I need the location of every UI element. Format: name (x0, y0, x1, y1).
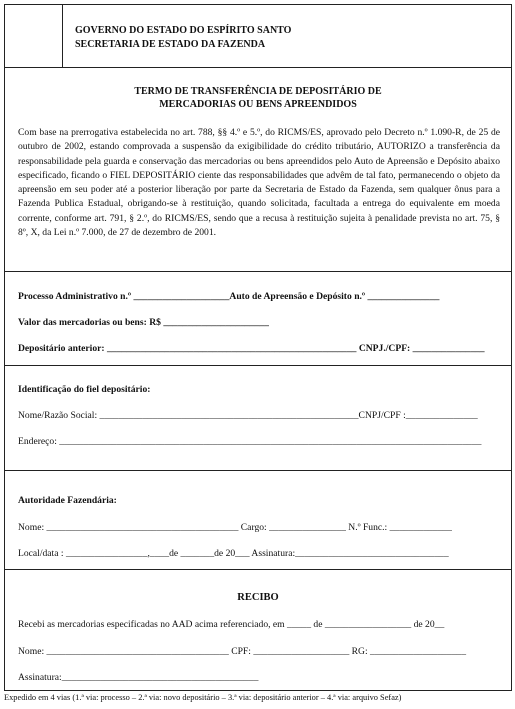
process-section (5, 272, 511, 366)
tax-authority-section (5, 471, 511, 570)
government-line: GOVERNO DO ESTADO DO ESPÍRITO SANTO (75, 25, 292, 36)
process-number-field[interactable]: Processo Administrativo n.º ____________________Auto de Apreensão e Depósito n.º _______________ (18, 291, 440, 302)
tax-authority-heading: Autoridade Fazendária: (18, 495, 117, 506)
term-title (5, 86, 511, 111)
term-title-line1: TERMO DE TRANSFERÊNCIA DE DEPOSITÁRIO DE (134, 86, 382, 97)
receipt-section (5, 570, 511, 692)
receipt-title: RECIBO (237, 592, 279, 603)
secretariat-line: SECRETARIA DE ESTADO DA FAZENDA (75, 38, 266, 50)
form-header (5, 5, 511, 68)
receipt-date-field[interactable]: Recebi as mercadorias especificadas no AAD acima referenciado, em _____ de __________________ de 20__ (18, 619, 445, 630)
faithful-depositary-section (5, 366, 511, 471)
depositary-name-field[interactable]: Nome/Razão Social: ______________________________________________________CNPJ/CPF :_______________ (18, 410, 478, 421)
copies-footnote: Expedido em 4 vias (1.ª via: processo – 2.ª via: novo depositário – 3.ª via: depositário anterior – 4.ª via: arquivo Sefaz) (4, 693, 402, 702)
term-section (5, 68, 511, 272)
goods-value-field[interactable]: Valor das mercadorias ou bens: R$ ______________________ (18, 317, 269, 328)
previous-depositary-field[interactable]: Depositário anterior: ____________________________________________________ CNPJ./CPF: _______________ (18, 343, 485, 354)
receiver-signature-field[interactable]: Assinatura:_________________________________________ (18, 672, 259, 683)
faithful-depositary-heading: Identificação do fiel depositário: (18, 384, 151, 395)
receiver-id-field[interactable]: Nome: ______________________________________ CPF: ____________________ RG: ____________________ (18, 646, 466, 657)
term-title-line2: MERCADORIAS OU BENS APREENDIDOS (159, 98, 357, 110)
organization-name (75, 24, 291, 51)
authority-location-date-field[interactable]: Local/data : _________________,____de _______de 20___ Assinatura:________________________________ (18, 548, 449, 559)
form-sheet (4, 4, 512, 691)
depositary-address-field[interactable]: Endereço: ________________________________________________________________________________________ (18, 436, 482, 447)
term-body-text: Com base na prerrogativa estabelecida no art. 788, §§ 4.º e 5.º, do RICMS/ES, aprovado pelo Decreto n.º 1.090-R, de 25 de outubro de 2002, estando comprovada a suspensão da exigibilidade do crédito tributário, AUTORIZO a transferência da responsabilidade pela guarda e conservação das mercadorias ou bens apreendidos pelo Auto de Apreensão e Depósito abaixo especificado, ficando o FIEL DEPOSITÁRIO ciente das responsabilidades que advêm de tal fato, permanecendo o objeto da apreensão em seu poder até a posterior liberação por parte da Secretaria de Estado da Fazenda, sem qualquer ônus para a Fazenda Publica Estadual, obrigando-se à restituição, quando solicitada, facultada a entrega do equivalente em moeda corrente, conforme art. 791, § 2.º, do RICMS/ES, sendo que a recusa à restituição sujeita à penalidade prevista no art. 75, § 8º, X, da Lei n.º 7.000, de 27 de dezembro de 2001. (18, 127, 500, 239)
authority-name-field[interactable]: Nome: ________________________________________ Cargo: ________________ N.º Func.: _____________ (18, 522, 452, 533)
logo-cell (5, 5, 63, 68)
